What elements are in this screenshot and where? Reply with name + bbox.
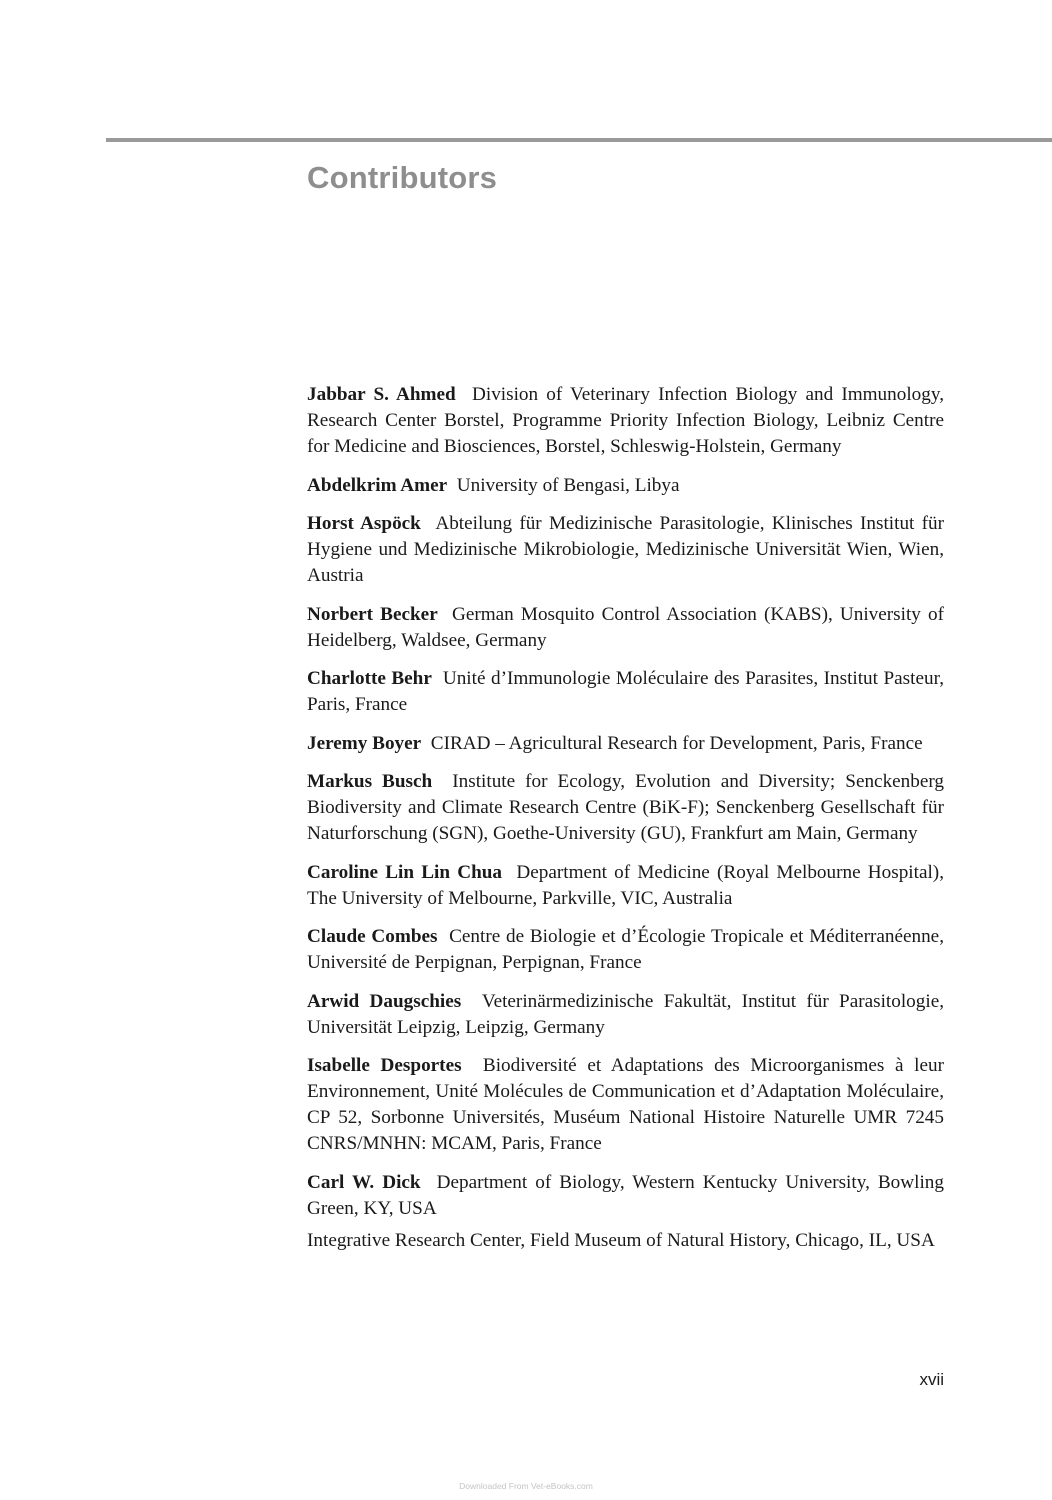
contributor-affiliation: Division of Veterinary Infection Biology and Immunology, Research Center Borstel, Programme Priority Infection Biology, Leibniz Centre for Medicine and Biosciences, Borstel, Schleswig-Holstein, Germany <box>307 384 944 457</box>
contributor-name: Claude Combes <box>307 926 438 947</box>
contributor-affiliation: Department of Medicine (Royal Melbourne Hospital), The University of Melbourne, Parkville, VIC, Australia <box>307 861 944 909</box>
contributor-entry <box>307 666 944 718</box>
contributor-additional-affiliation: Integrative Research Center, Field Museum of Natural History, Chicago, IL, USA <box>307 1229 935 1251</box>
contributor-entry <box>307 769 944 847</box>
contributor-entry <box>307 731 944 757</box>
contributor-list <box>307 382 944 1266</box>
contributor-entry <box>307 860 944 912</box>
contributor-name: Arwid Daugschies <box>307 990 462 1012</box>
contributor-name: Caroline Lin Lin Chua <box>307 861 503 883</box>
contributor-affiliation: CIRAD – Agricultural Research for Development, Paris, France <box>430 732 923 754</box>
contributor-name: Markus Busch <box>307 771 433 792</box>
contributor-affiliation: Institute for Ecology, Evolution and Diversity; Senckenberg Biodiversity and Climate Research Centre (BiK-F); Senckenberg Gesellschaft für Naturforschung (SGN), Goethe-University (GU), Frankfurt am Main, Germany <box>307 771 945 844</box>
contributor-entry <box>307 989 944 1041</box>
contributor-name: Jabbar S. Ahmed <box>307 384 456 405</box>
contributor-entry <box>307 473 944 499</box>
contributor-name: Carl W. Dick <box>307 1171 421 1193</box>
contributor-entry <box>307 1170 944 1222</box>
page-title: Contributors <box>307 160 498 195</box>
contributor-affiliation: Centre de Biologie et d’Écologie Tropicale et Méditerranéenne, Université de Perpignan, Perpignan, France <box>307 926 945 973</box>
download-watermark: Downloaded From Vet-eBooks.com <box>459 1481 593 1491</box>
contributor-name: Abdelkrim Amer <box>307 474 448 496</box>
contributor-name: Isabelle Desportes <box>307 1055 462 1076</box>
page-number: xvii <box>919 1370 944 1389</box>
contributor-name: Jeremy Boyer <box>307 732 422 754</box>
contributor-entry <box>307 511 944 589</box>
contributor-affiliation: Department of Biology, Western Kentucky University, Bowling Green, KY, USA <box>307 1171 944 1219</box>
contributor-affiliation: Veterinärmedizinische Fakultät, Institut für Parasitologie, Universität Leipzig, Leipzig, Germany <box>307 990 945 1038</box>
contributor-affiliation: German Mosquito Control Association (KABS), University of Heidelberg, Waldsee, Germany <box>307 603 944 651</box>
contributor-name: Horst Aspöck <box>307 513 421 534</box>
contributor-affiliation: Biodiversité et Adaptations des Microorganismes à leur Environnement, Unité Molécules de Communication et d’Adaptation Moléculaire, CP 52, Sorbonne Universités, Muséum National Histoire Naturelle UMR 7245 CNRS/MNHN: MCAM, Paris, France <box>307 1055 945 1154</box>
contributor-entry <box>307 1053 944 1157</box>
contributor-entry <box>307 382 944 460</box>
contributor-name: Charlotte Behr <box>307 668 432 689</box>
contributor-affiliation: University of Bengasi, Libya <box>456 474 680 496</box>
contributor-entry <box>307 602 944 654</box>
contributor-entry <box>307 924 944 976</box>
contributor-affiliation: Unité d’Immunologie Moléculaire des Parasites, Institut Pasteur, Paris, France <box>307 668 944 715</box>
header-rule <box>106 138 1052 142</box>
contributor-affiliation: Abteilung für Medizinische Parasitologie, Klinisches Institut für Hygiene und Medizinische Mikrobiologie, Medizinische Universität Wien, Wien, Austria <box>307 513 944 586</box>
contributor-name: Norbert Becker <box>307 603 438 625</box>
